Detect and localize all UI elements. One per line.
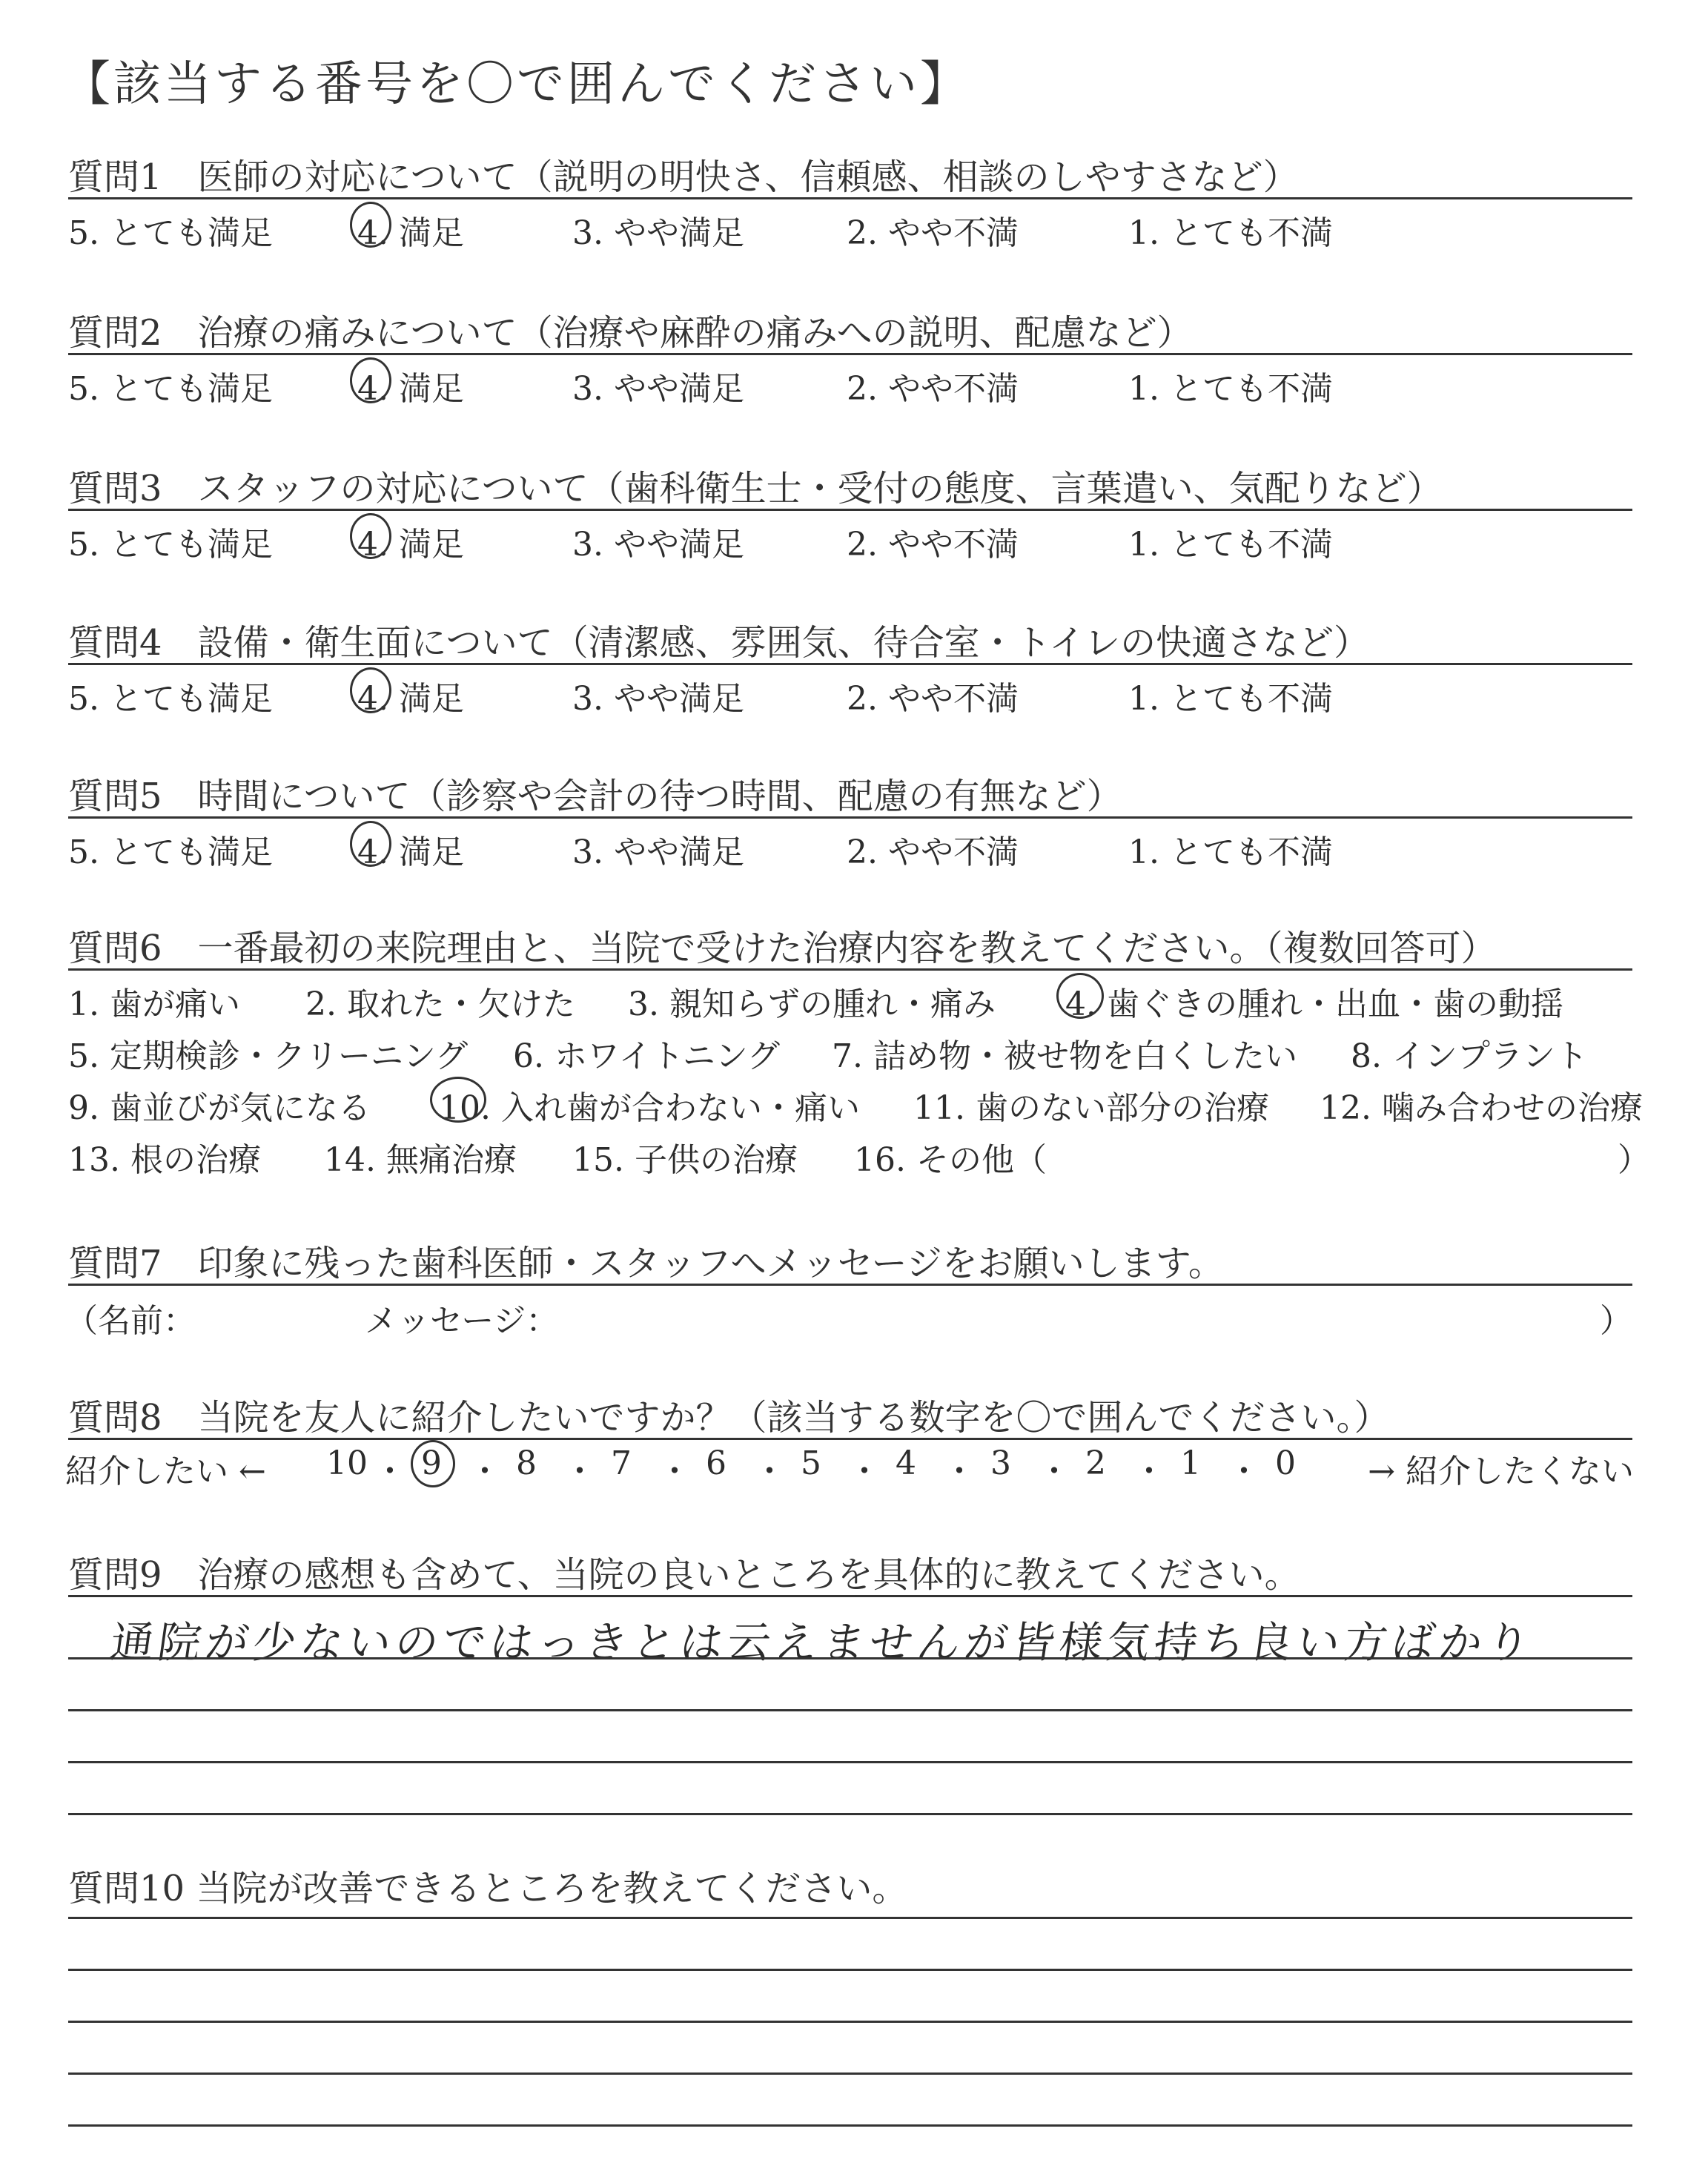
rating-option-5[interactable]: 5. とても満足: [68, 214, 273, 252]
question-7-header: [65, 1235, 1632, 1340]
rating-option-3[interactable]: 3. やや満足: [572, 833, 744, 871]
question-5-text: 質問5 時間について（診察や会計の待つ時間、配慮の有無など）: [68, 776, 1122, 817]
q6-option[interactable]: 4. 歯ぐきの腫れ・出血・歯の動揺: [1065, 985, 1563, 1023]
question-6-rule: [68, 968, 1632, 971]
selection-circle: [411, 1440, 455, 1487]
scale-separator: ・: [753, 1453, 786, 1490]
q6-option[interactable]: 15. 子供の治療: [572, 1141, 798, 1179]
q6-option[interactable]: 14. 無痛治療: [324, 1141, 517, 1179]
scale-value[interactable]: 0: [1275, 1444, 1296, 1482]
page-title: 【該当する番号を〇で囲んでください】: [63, 57, 970, 112]
rating-option-2[interactable]: 2. やや不満: [847, 214, 1019, 252]
question-3-rule: [68, 509, 1632, 511]
scale-value[interactable]: 7: [611, 1444, 632, 1482]
answer-line: [68, 1813, 1632, 1815]
answer-line: [68, 1761, 1632, 1763]
question-8-rule: [68, 1438, 1632, 1440]
q6-option[interactable]: 7. 詰め物・被せ物を白くしたい: [832, 1037, 1297, 1075]
question-4-rule: [68, 663, 1632, 665]
question-1: [68, 148, 1632, 297]
rating-option-4[interactable]: 4. 満足: [357, 214, 464, 252]
question-7-fields: [65, 1294, 1632, 1340]
scale-value[interactable]: 3: [990, 1444, 1011, 1482]
selection-circle: [350, 357, 391, 403]
answer-line: [68, 2021, 1632, 2023]
scale-separator: ・: [658, 1453, 691, 1490]
question-9-header: [68, 1546, 1632, 1605]
scale-right-label: → 紹介したくない: [1368, 1453, 1634, 1490]
scale-value[interactable]: 5: [801, 1444, 821, 1482]
scale-value[interactable]: 2: [1085, 1444, 1106, 1482]
message-close-paren: ）: [1600, 1302, 1632, 1340]
rating-option-1[interactable]: 1. とても不満: [1128, 370, 1333, 408]
rating-option-3[interactable]: 3. やや満足: [572, 370, 744, 408]
rating-options: [68, 362, 1632, 406]
selection-circle: [350, 513, 391, 559]
q6-option[interactable]: 12. 噛み合わせの治療: [1320, 1089, 1643, 1127]
selection-circle: [1056, 973, 1104, 1019]
question-6-text: 質問6 一番最初の来院理由と、当院で受けた治療内容を教えてください。（複数回答可）: [68, 928, 1497, 969]
scale-value[interactable]: 10: [326, 1444, 368, 1482]
q6-option[interactable]: 9. 歯並びが気になる: [68, 1089, 371, 1127]
answer-line: [68, 1917, 1632, 1919]
answer-line: [68, 2124, 1632, 2127]
question-6-header: [68, 919, 1632, 986]
question-8-header: [68, 1389, 1632, 1448]
rating-options: [68, 518, 1632, 562]
q6-option[interactable]: 5. 定期検診・クリーニング: [68, 1037, 469, 1075]
question-4-text: 質問4 設備・衛生面について（清潔感、雰囲気、待合室・トイレの快適さなど）: [68, 622, 1370, 664]
question-9-rule: [68, 1595, 1632, 1597]
question-4: [68, 614, 1632, 762]
rating-option-3[interactable]: 3. やや満足: [572, 680, 744, 718]
answer-line: [68, 2073, 1632, 2075]
question-9-handwritten-answer: 通院が少ないのではっきとは云えませんが皆様気持ち良い方ばかり: [107, 1617, 1538, 1668]
q6-option-row: [68, 977, 1640, 1029]
q6-option[interactable]: 11. 歯のない部分の治療: [913, 1089, 1269, 1127]
question-2-rule: [68, 353, 1632, 355]
question-2-text: 質問2 治療の痛みについて（治療や麻酔の痛みへの説明、配慮など）: [68, 312, 1193, 354]
rating-option-5[interactable]: 5. とても満足: [68, 833, 273, 871]
rating-option-4[interactable]: 4. 満足: [357, 526, 464, 564]
recommend-scale: [65, 1444, 1634, 1489]
rating-option-1[interactable]: 1. とても不満: [1128, 526, 1333, 564]
scale-value[interactable]: 6: [706, 1444, 726, 1482]
rating-option-2[interactable]: 2. やや不満: [847, 833, 1019, 871]
q6-option-row: [68, 1029, 1640, 1081]
question-5-rule: [68, 816, 1632, 819]
question-3: [68, 460, 1632, 608]
scale-separator: ・: [374, 1453, 406, 1490]
question-7-rule: [68, 1284, 1632, 1286]
rating-option-2[interactable]: 2. やや不満: [847, 680, 1019, 718]
question-3-text: 質問3 スタッフの対応について（歯科衛生士・受付の態度、言葉遣い、気配りなど）: [68, 468, 1443, 509]
question-7-text: 質問7 印象に残った歯科医師・スタッフへメッセージをお願いします。: [68, 1243, 1224, 1284]
rating-option-4[interactable]: 4. 満足: [357, 370, 464, 408]
q6-option[interactable]: 6. ホワイトニング: [513, 1037, 781, 1075]
rating-option-1[interactable]: 1. とても不満: [1128, 833, 1333, 871]
q6-option[interactable]: 16. その他（: [854, 1141, 1047, 1179]
scale-separator: ・: [943, 1453, 976, 1490]
rating-option-5[interactable]: 5. とても満足: [68, 526, 273, 564]
q6-option[interactable]: 10. 入れ歯が合わない・痛い: [439, 1089, 860, 1127]
selection-circle: [430, 1077, 486, 1123]
rating-options: [68, 825, 1632, 870]
message-label: メッセージ：: [365, 1302, 559, 1340]
rating-option-4[interactable]: 4. 満足: [357, 833, 464, 871]
question-5: [68, 767, 1632, 916]
q6-option-row: [68, 1081, 1643, 1133]
answer-line: [68, 1657, 1632, 1659]
answer-line: [68, 1709, 1632, 1711]
answer-line: [68, 1969, 1632, 1971]
scale-value[interactable]: 8: [516, 1444, 537, 1482]
question-2: [68, 304, 1632, 452]
scale-separator: ・: [1133, 1453, 1165, 1490]
rating-option-4[interactable]: 4. 満足: [357, 680, 464, 718]
question-1-rule: [68, 197, 1632, 199]
q6-option[interactable]: 8. インプラント: [1351, 1037, 1588, 1075]
scale-value[interactable]: 9: [421, 1444, 442, 1482]
scale-separator: ・: [1228, 1453, 1260, 1490]
question-8-text: 質問8 当院を友人に紹介したいですか？（該当する数字を〇で囲んでください。）: [68, 1397, 1390, 1439]
rating-option-5[interactable]: 5. とても満足: [68, 370, 273, 408]
rating-option-1[interactable]: 1. とても不満: [1128, 214, 1333, 252]
rating-options: [68, 672, 1632, 716]
q6-option[interactable]: 1. 歯が痛い: [68, 985, 240, 1023]
q6-option[interactable]: 3. 親知らずの腫れ・痛み: [628, 985, 996, 1023]
question-10-header: [68, 1860, 1632, 1919]
q6-option[interactable]: 13. 根の治療: [68, 1141, 261, 1179]
scale-separator: ・: [563, 1453, 596, 1490]
question-1-text: 質問1 医師の対応について（説明の明快さ、信頼感、相談のしやすさなど）: [68, 156, 1299, 198]
scale-separator: ・: [848, 1453, 881, 1490]
rating-option-2[interactable]: 2. やや不満: [847, 370, 1019, 408]
selection-circle: [350, 202, 391, 248]
scale-separator: ・: [469, 1453, 501, 1490]
rating-options: [68, 206, 1632, 251]
q6-option-row: [68, 1133, 1650, 1185]
scale-value[interactable]: 4: [896, 1444, 916, 1482]
scale-left-label: 紹介したい ←: [65, 1453, 266, 1490]
rating-option-5[interactable]: 5. とても満足: [68, 680, 273, 718]
rating-option-3[interactable]: 3. やや満足: [572, 526, 744, 564]
q6-option[interactable]: 2. 取れた・欠けた: [305, 985, 575, 1023]
rating-option-2[interactable]: 2. やや不満: [847, 526, 1019, 564]
rating-option-1[interactable]: 1. とても不満: [1128, 680, 1333, 718]
question-9-text: 質問9 治療の感想も含めて、当院の良いところを具体的に教えてください。: [68, 1554, 1300, 1596]
scale-value[interactable]: 1: [1180, 1444, 1201, 1482]
name-label: （名前：: [65, 1302, 196, 1340]
selection-circle: [350, 667, 391, 713]
q6-option[interactable]: ）: [1618, 1141, 1650, 1179]
question-6-options: [68, 977, 1650, 1185]
scale-separator: ・: [1038, 1453, 1070, 1490]
selection-circle: [350, 821, 391, 867]
rating-option-3[interactable]: 3. やや満足: [572, 214, 744, 252]
question-10-text: 質問10 当院が改善できるところを教えてください。: [68, 1868, 908, 1909]
